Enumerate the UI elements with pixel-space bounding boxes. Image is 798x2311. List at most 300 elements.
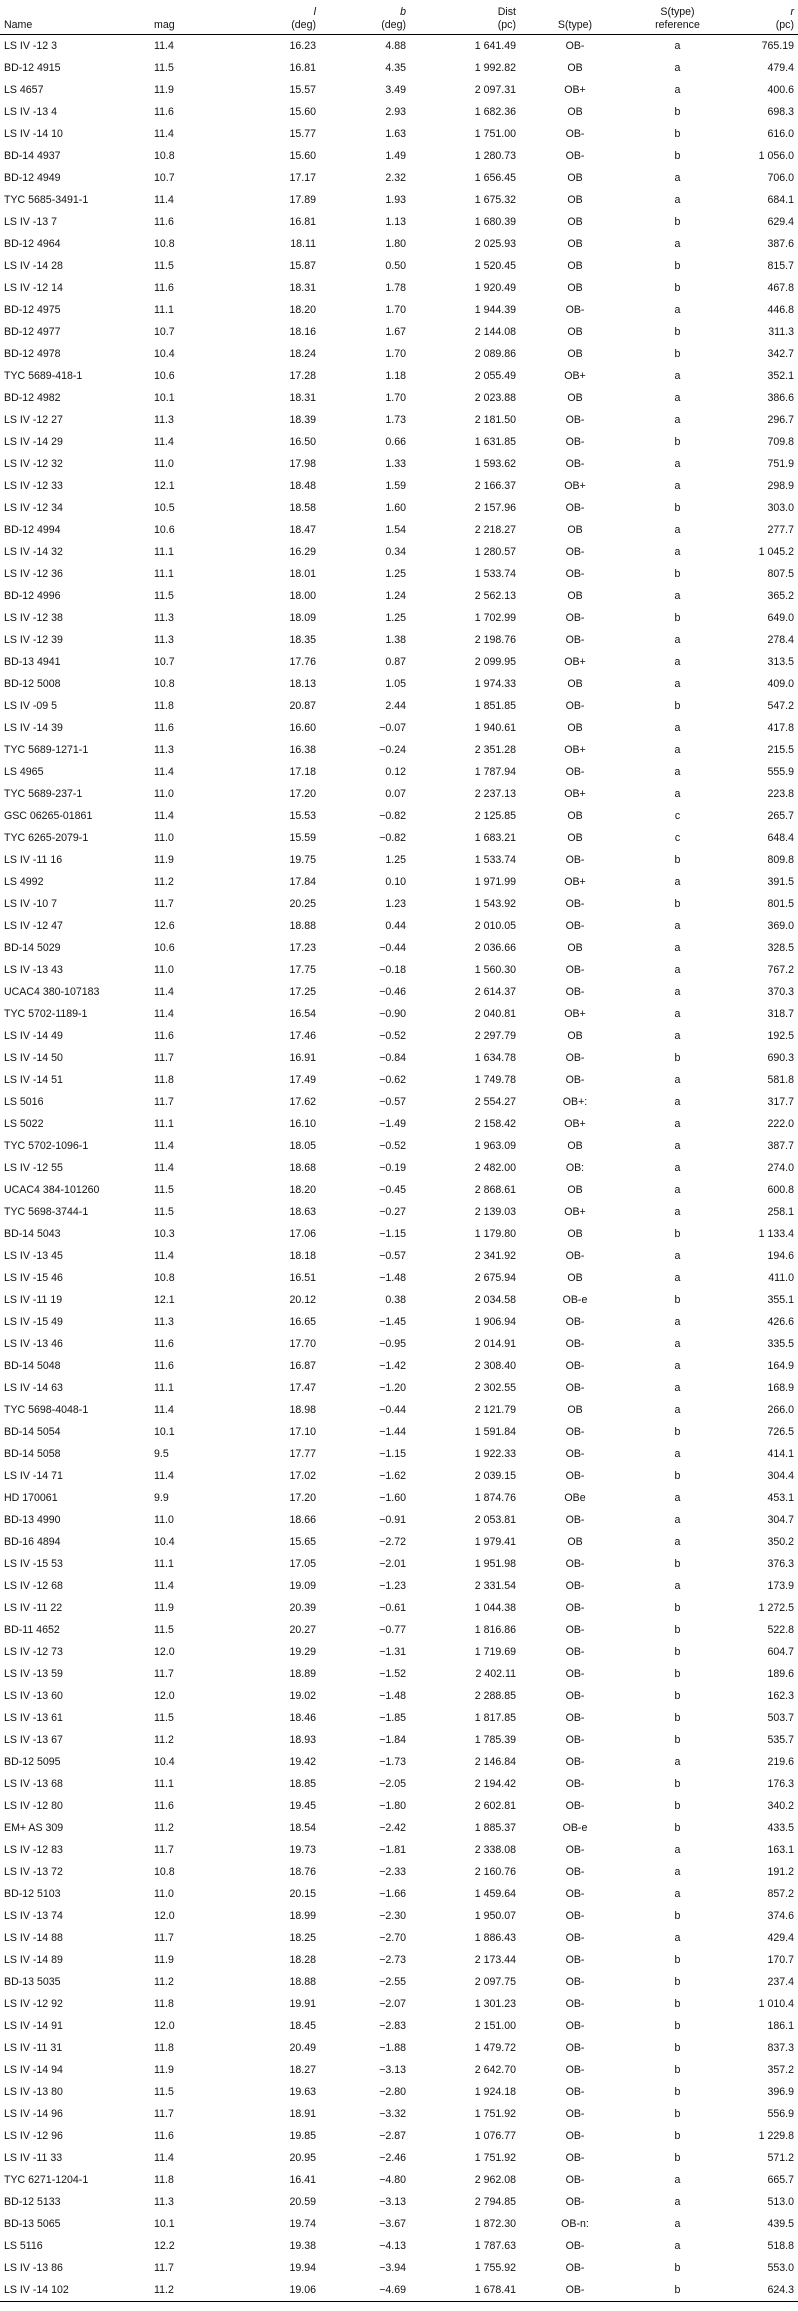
cell-stype: OB- [565,854,585,866]
cell-name: LS IV -12 80 [4,1800,63,1812]
cell-stype: OB- [520,2279,630,2302]
cell-b: −1.42 [379,1360,406,1372]
cell-ref: a [674,546,681,558]
cell-ref: b [674,348,681,360]
cell-stype: OB- [565,414,585,426]
cell-ref: a [674,1492,681,1504]
cell-mag: 11.9 [154,2064,174,2076]
cell-name: LS IV -12 68 [4,1580,63,1592]
cell-stype: OB- [565,766,585,778]
cell-r: 1 056.0 [758,150,794,162]
cell-name: BD-12 4949 [4,172,61,184]
cell-b: −3.32 [379,2108,406,2120]
cell-mag: 11.5 [154,2086,174,2098]
cell-name: LS IV -13 45 [4,1250,63,1262]
cell-name: LS IV -12 96 [4,2130,63,2142]
cell-l: 19.85 [289,2130,316,2142]
cell-dist: 2 157.96 [474,502,516,514]
cell-mag: 10.5 [154,502,175,514]
cell-dist: 2 338.08 [474,1844,516,1856]
cell-r: 513.0 [767,2196,794,2208]
table-row [0,1003,798,1025]
cell-stype: OB- [565,1712,585,1724]
cell-b: −2.30 [379,1910,406,1922]
table-row [0,1421,798,1443]
cell-l: 18.39 [289,414,316,426]
cell-mag: 11.6 [154,1360,174,1372]
table-row [0,1883,798,1905]
cell-ref: b [674,106,681,118]
cell-ref: a [674,2240,681,2252]
table-row [0,739,798,761]
cell-stype: OB+ [564,480,586,492]
cell-l: 16.51 [289,1272,316,1284]
cell-r: 553.0 [767,2262,794,2274]
cell-stype: OB- [565,1074,585,1086]
cell-name: BD-12 5133 [4,2196,61,2208]
cell-dist: 1 683.21 [474,832,516,844]
table-row [0,2279,798,2302]
cell-stype: OB [567,678,583,690]
cell-ref: b [674,2020,681,2032]
cell-stype: OB- [565,1910,585,1922]
cell-name: LS IV -11 33 [4,2152,63,2164]
cell-stype: OB- [565,1756,585,1768]
cell-b: 0.34 [385,546,406,558]
cell-name: LS IV -14 63 [4,1382,63,1394]
cell-name: LS IV -13 59 [4,1668,63,1680]
cell-mag: 10.4 [154,348,175,360]
cell-ref: a [674,1074,681,1086]
cell-b: −3.94 [379,2262,406,2274]
cell-stype: OB+ [564,84,586,96]
cell-stype: OB [567,1272,583,1284]
cell-mag: 10.4 [154,1536,175,1548]
cell-ref: a [674,1206,681,1218]
cell-r: 556.9 [767,2108,794,2120]
cell-mag: 11.6 [154,106,174,118]
cell-b: −2.72 [379,1536,406,1548]
cell-name: TYC 5698-3744-1 [4,1206,89,1218]
cell-r: 192.5 [767,1030,794,1042]
cell-ref: a [674,172,681,184]
cell-b: −2.80 [379,2086,406,2098]
cell-name: LS IV -14 28 [4,260,63,272]
table-row [0,35,798,58]
cell-mag: 11.1 [154,568,174,580]
cell-b: −1.44 [379,1426,406,1438]
cell-r: 571.2 [767,2152,794,2164]
cell-ref: b [674,2108,681,2120]
cell-name: LS IV -12 38 [4,612,63,624]
cell-b: 1.73 [385,414,406,426]
cell-ref: a [674,392,681,404]
cell-r: 215.5 [767,744,794,756]
cell-mag: 10.8 [154,1272,175,1284]
cell-stype: OB: [565,1162,585,1174]
cell-b: −1.23 [379,1580,406,1592]
cell-r: 433.5 [767,1822,794,1834]
cell-b: −1.81 [379,1844,406,1856]
table-row [0,497,798,519]
cell-b: −0.52 [379,1140,406,1152]
cell-stype: OB- [565,1448,585,1460]
cell-ref: b [674,1712,681,1724]
cell-ref: a [674,766,681,778]
cell-dist: 2 402.11 [475,1668,516,1680]
cell-mag: 10.3 [154,1228,175,1240]
cell-r: 555.9 [767,766,794,778]
cell-name: LS IV -13 46 [4,1338,63,1350]
cell-stype: OBe [564,1492,586,1504]
cell-dist: 2 302.55 [474,1382,516,1394]
cell-r: 706.0 [767,172,794,184]
cell-b: −4.80 [379,2174,406,2186]
cell-name: LS IV -14 39 [4,722,63,734]
cell-stype: OB- [565,1514,585,1526]
table-row [0,1531,798,1553]
cell-name: BD-12 4982 [4,392,61,404]
cell-b: 2.44 [385,700,406,712]
cell-l: 19.09 [289,1580,316,1592]
cell-l: 16.65 [289,1316,316,1328]
cell-stype: OB- [565,700,585,712]
cell-r: 396.9 [767,2086,794,2098]
cell-b: −0.90 [379,1008,406,1020]
cell-ref: a [674,590,681,602]
table-row [0,123,798,145]
cell-stype: OB-n: [561,2218,589,2230]
table-row [0,1157,798,1179]
cell-l: 19.45 [289,1800,316,1812]
cell-b: 1.59 [385,480,406,492]
table-row [0,1905,798,1927]
table-row [0,1179,798,1201]
cell-ref: a [674,1580,681,1592]
cell-mag: 11.9 [154,84,174,96]
cell-ref: a [674,986,681,998]
cell-r: 581.8 [767,1074,794,1086]
cell-stype: OB- [565,1888,585,1900]
cell-r: 1 010.4 [758,1998,794,2010]
cell-dist: 2 173.44 [474,1954,516,1966]
header-stype-top [520,0,630,19]
cell-stype: OB+ [564,1118,586,1130]
cell-b: 4.35 [385,62,406,74]
table-row [0,1399,798,1421]
cell-mag: 11.9 [154,854,174,866]
cell-mag: 10.8 [154,678,175,690]
table-row [0,145,798,167]
cell-ref: a [674,414,681,426]
cell-dist: 1 787.94 [474,766,516,778]
cell-ref: c [674,832,681,844]
cell-b: −1.15 [379,1228,406,1240]
cell-ref: b [674,1778,681,1790]
cell-ref: b [674,1800,681,1812]
cell-ref: a [674,194,681,206]
table-row [0,233,798,255]
cell-stype: OB- [565,2108,585,2120]
cell-name: BD-14 5058 [4,1448,61,1460]
table-row [0,849,798,871]
cell-dist: 1 874.76 [474,1492,516,1504]
cell-r: 278.4 [767,634,794,646]
cell-r: 357.2 [767,2064,794,2076]
table-row [0,1311,798,1333]
cell-r: 369.0 [767,920,794,932]
cell-b: 1.70 [385,348,406,360]
cell-l: 18.13 [289,678,316,690]
cell-ref: b [674,128,681,140]
cell-b: 0.10 [385,876,406,888]
cell-name: LS IV -12 32 [4,458,63,470]
cell-name: TYC 5685-3491-1 [4,194,89,206]
cell-stype: OB- [565,1558,585,1570]
table-row [0,695,798,717]
cell-stype: OB [567,62,583,74]
cell-stype: OB- [565,986,585,998]
cell-r: 801.5 [767,898,794,910]
cell-stype: OB- [565,920,585,932]
cell-dist: 2 614.37 [474,986,516,998]
cell-dist: 2 562.13 [474,590,516,602]
cell-mag: 11.4 [154,766,174,778]
header-l-unit: (deg) [230,19,320,35]
cell-r: 387.6 [767,238,794,250]
cell-l: 18.18 [289,1250,316,1262]
cell-l: 17.20 [289,788,316,800]
cell-dist: 2 554.27 [474,1096,516,1108]
cell-l: 16.38 [289,744,316,756]
cell-mag: 11.3 [154,2196,174,2208]
cell-name: LS 5016 [4,1096,44,1108]
table-row [0,1509,798,1531]
cell-l: 18.00 [289,590,316,602]
cell-l: 16.10 [289,1118,316,1130]
cell-mag: 10.8 [154,238,175,250]
cell-ref: a [674,1888,681,1900]
cell-ref: a [674,1514,681,1526]
cell-r: 1 229.8 [758,2130,794,2142]
cell-b: −1.80 [379,1800,406,1812]
cell-r: 535.7 [767,1734,794,1746]
cell-dist: 1 851.85 [474,700,516,712]
cell-l: 18.88 [289,1976,316,1988]
cell-name: LS IV -12 36 [4,568,63,580]
cell-stype: OB [567,1404,583,1416]
cell-name: LS IV -15 46 [4,1272,63,1284]
cell-name: LS IV -15 53 [4,1558,63,1570]
cell-b: −0.77 [379,1624,406,1636]
cell-dist: 1 924.18 [474,2086,516,2098]
cell-dist: 2 351.28 [474,744,516,756]
cell-mag: 11.6 [154,216,174,228]
table-row [0,1685,798,1707]
cell-mag: 11.8 [154,1998,174,2010]
cell-name: LS IV -12 83 [4,1844,63,1856]
table-row [0,1333,798,1355]
cell-mag: 11.4 [154,1580,174,1592]
cell-name: BD-12 4975 [4,304,61,316]
table-row [0,673,798,695]
cell-name: BD-12 4915 [4,62,61,74]
cell-stype: OB+ [564,744,586,756]
table-row [0,1443,798,1465]
cell-dist: 1 459.64 [474,1888,516,1900]
cell-mag: 11.4 [154,1008,174,1020]
cell-stype: OB- [565,2196,585,2208]
cell-stype: OB [567,326,583,338]
table-row [0,1971,798,1993]
cell-stype: OB- [565,1646,585,1658]
table-row [0,2213,798,2235]
cell-mag: 11.0 [154,1514,174,1526]
table-row [0,2103,798,2125]
cell-r: 765.19 [761,40,794,52]
cell-stype: OB- [565,1316,585,1328]
cell-stype: OB [567,942,583,954]
cell-r: 266.0 [767,1404,794,1416]
cell-mag: 11.2 [154,1822,174,1834]
cell-stype: OB- [565,304,585,316]
cell-ref: b [674,2152,681,2164]
cell-b: 1.25 [385,854,406,866]
table-row [0,1069,798,1091]
cell-r: 386.6 [767,392,794,404]
cell-mag: 11.4 [154,194,174,206]
cell-dist: 1 817.85 [474,1712,516,1724]
cell-r: 809.8 [767,854,794,866]
table-row [0,651,798,673]
cell-dist: 1 751.92 [474,2152,516,2164]
cell-mag: 11.1 [154,1382,174,1394]
table-row [0,1047,798,1069]
cell-name: BD-12 4996 [4,590,61,602]
cell-ref: a [674,788,681,800]
table-row [0,1223,798,1245]
cell-r: 335.5 [767,1338,794,1350]
cell-b: −0.27 [379,1206,406,1218]
cell-r: 857.2 [767,1888,794,1900]
cell-ref: b [674,1558,681,1570]
cell-stype: OB- [565,436,585,448]
cell-dist: 2 602.81 [474,1800,516,1812]
header-l-top: l [313,6,316,18]
cell-r: 328.5 [767,942,794,954]
cell-name: UCAC4 380-107183 [4,986,100,998]
cell-mag: 11.1 [154,1558,174,1570]
cell-mag: 11.7 [154,1932,174,1944]
table-row [0,277,798,299]
table-row [0,1575,798,1597]
cell-dist: 2 198.76 [474,634,516,646]
cell-b: −0.07 [379,722,406,734]
cell-ref: a [674,1866,681,1878]
cell-name: LS 4657 [4,84,44,96]
cell-stype: OB [567,1184,583,1196]
cell-l: 18.66 [289,1514,316,1526]
cell-name: BD-12 5095 [4,1756,61,1768]
cell-ref: b [674,612,681,624]
cell-name: TYC 5702-1096-1 [4,1140,89,1152]
cell-ref: a [674,62,681,74]
cell-mag: 11.8 [154,2174,174,2186]
cell-mag: 10.8 [154,1866,175,1878]
cell-mag: 12.0 [154,1910,175,1922]
cell-ref: b [674,1646,681,1658]
cell-name: LS IV -12 92 [4,1998,63,2010]
cell-ref: b [674,2042,681,2054]
cell-l: 19.02 [289,1690,316,1702]
cell-ref: b [674,260,681,272]
table-row [0,1553,798,1575]
cell-mag: 11.5 [154,62,174,74]
cell-ref: b [674,502,681,514]
table-row [0,1355,798,1377]
cell-stype: OB- [565,1866,585,1878]
cell-r: 629.4 [767,216,794,228]
cell-ref: b [674,700,681,712]
cell-ref: a [674,84,681,96]
cell-name: LS IV -12 14 [4,282,63,294]
cell-stype: OB- [565,1800,585,1812]
cell-r: 767.2 [767,964,794,976]
cell-name: LS IV -12 33 [4,480,63,492]
table-row [0,1487,798,1509]
cell-l: 19.73 [289,1844,316,1856]
cell-stype: OB-e [562,1822,588,1834]
table-row [0,2169,798,2191]
table-body [0,35,798,2302]
cell-r: 751.9 [767,458,794,470]
cell-l: 19.42 [289,1756,316,1768]
cell-mag: 11.4 [154,1162,174,1174]
cell-stype: OB- [565,1360,585,1372]
cell-r: 409.0 [767,678,794,690]
cell-dist: 2 288.85 [474,1690,516,1702]
cell-dist: 2 034.58 [474,1294,516,1306]
cell-stype: OB- [565,1580,585,1592]
cell-b: −0.95 [379,1338,406,1350]
cell-b: −2.42 [379,1822,406,1834]
cell-l: 17.06 [289,1228,316,1240]
cell-stype: OB- [565,2042,585,2054]
cell-dist: 2 166.37 [474,480,516,492]
cell-r: 191.2 [767,1866,794,1878]
header-r-unit: (pc) [725,19,798,35]
cell-mag: 11.4 [154,1404,174,1416]
cell-dist: 2 181.50 [474,414,516,426]
cell-l: 16.60 [289,722,316,734]
cell-name: LS IV -11 16 [4,854,63,866]
cell-name: BD-11 4652 [4,1624,60,1636]
cell-r: 429.4 [767,1932,794,1944]
table-row [0,1025,798,1047]
cell-l: 17.62 [289,1096,316,1108]
cell-mag: 11.5 [154,1624,174,1636]
cell-b: −1.45 [379,1316,406,1328]
cell-stype: OB- [565,2174,585,2186]
cell-ref: b [674,1624,681,1636]
cell-mag: 11.2 [154,876,174,888]
table-row [0,519,798,541]
cell-r: 318.7 [767,1008,794,1020]
cell-dist: 1 751.92 [474,2108,516,2120]
cell-mag: 10.6 [154,524,175,536]
cell-b: −3.13 [379,2196,406,2208]
cell-name: BD-14 5048 [4,1360,61,1372]
